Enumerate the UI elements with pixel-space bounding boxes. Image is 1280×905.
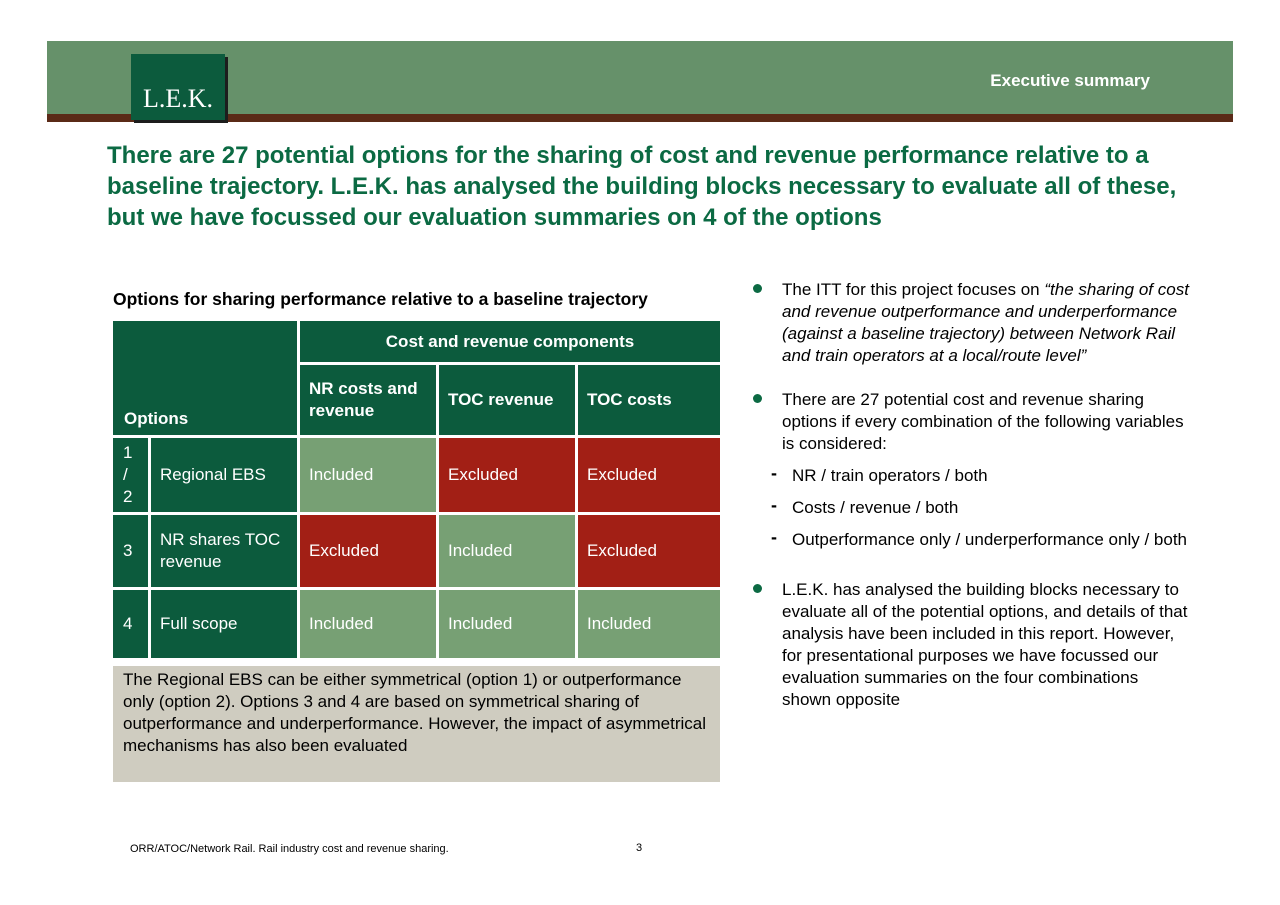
sub-item-text: Outperformance only / underperformance only / both bbox=[792, 530, 1187, 549]
bullet-27-options bbox=[750, 389, 1190, 551]
column-header-nr bbox=[300, 365, 436, 435]
sub-item bbox=[750, 497, 1190, 519]
cell-excluded bbox=[439, 438, 575, 512]
row-name bbox=[151, 438, 297, 512]
cell-value: Excluded bbox=[448, 465, 518, 484]
row-number bbox=[113, 438, 148, 512]
cell-included bbox=[578, 590, 720, 658]
section-label: Executive summary bbox=[990, 71, 1150, 90]
cell-included bbox=[439, 515, 575, 587]
sub-item-text: Costs / revenue / both bbox=[792, 498, 959, 517]
group-header bbox=[300, 321, 720, 362]
cell-value: Included bbox=[309, 465, 374, 484]
cell-included bbox=[439, 590, 575, 658]
row-name-label: NR shares TOC revenue bbox=[160, 530, 281, 571]
row-number bbox=[113, 515, 148, 587]
sub-item-text: NR / train operators / both bbox=[792, 466, 988, 485]
column-header-label: NR costs and revenue bbox=[309, 379, 418, 420]
cell-included bbox=[300, 438, 436, 512]
row-number-label: 4 bbox=[123, 614, 133, 633]
cell-excluded bbox=[578, 515, 720, 587]
row-name-label: Full scope bbox=[160, 614, 238, 633]
column-header-label: TOC costs bbox=[587, 390, 672, 409]
group-header-label: Cost and revenue components bbox=[385, 331, 635, 351]
itt-quote: “the sharing of cost and revenue outperformance and underperformance (against a baseline trajectory) between Network Rail and train operators at a local/route level” bbox=[782, 280, 1189, 365]
dash-bullet: - bbox=[771, 527, 777, 547]
lek-logo: L.E.K. bbox=[131, 54, 225, 120]
row-name-label: Regional EBS bbox=[160, 465, 266, 484]
bullet-building-blocks bbox=[750, 579, 1190, 711]
cell-value: Included bbox=[448, 541, 513, 560]
row-number-label: 3 bbox=[123, 541, 133, 560]
bullet-text: The ITT for this project focuses on bbox=[782, 280, 1045, 299]
cell-value: Included bbox=[309, 614, 374, 633]
column-header-label: TOC revenue bbox=[448, 390, 554, 409]
cell-value: Included bbox=[448, 614, 513, 633]
column-header-toc-costs bbox=[578, 365, 720, 435]
cell-excluded bbox=[300, 515, 436, 587]
row-name bbox=[151, 515, 297, 587]
cell-value: Excluded bbox=[587, 541, 657, 560]
column-header-toc-revenue bbox=[439, 365, 575, 435]
cell-value: Excluded bbox=[309, 541, 379, 560]
options-header bbox=[113, 321, 297, 435]
sub-item bbox=[750, 529, 1190, 551]
cell-value: Excluded bbox=[587, 465, 657, 484]
table-caption: Options for sharing performance relative to a baseline trajectory bbox=[113, 289, 648, 309]
options-header-label: Options bbox=[124, 409, 189, 428]
row-number bbox=[113, 590, 148, 658]
dash-bullet: - bbox=[771, 495, 777, 515]
row-name bbox=[151, 590, 297, 658]
dash-bullet: - bbox=[771, 463, 777, 483]
cell-value: Included bbox=[587, 614, 652, 633]
sub-item bbox=[750, 465, 1190, 487]
bullet-list bbox=[750, 279, 1190, 711]
cell-included bbox=[300, 590, 436, 658]
row-number-label: 1 / 2 bbox=[123, 443, 133, 506]
cell-excluded bbox=[578, 438, 720, 512]
page-headline: There are 27 potential options for the sharing of cost and revenue performance relative to a baseline trajectory. L.E.K. has analysed the building blocks necessary to evaluate all of these, but we have focussed our evaluation summaries on 4 of the options bbox=[107, 142, 1177, 231]
footer-source: ORR/ATOC/Network Rail. Rail industry cost and revenue sharing. bbox=[130, 843, 449, 855]
bullet-itt-focus bbox=[750, 279, 1190, 367]
bullet-text: L.E.K. has analysed the building blocks necessary to evaluate all of the potential options, and details of that analysis have been included in this report. However, for presentational purposes we have focussed our evaluation summaries on the four combinations shown opposite bbox=[782, 580, 1188, 709]
bullet-text: There are 27 potential cost and revenue sharing options if every combination of the following variables is considered: bbox=[782, 390, 1184, 453]
table-note: The Regional EBS can be either symmetrical (option 1) or outperformance only (option 2). Options 3 and 4 are based on symmetrical sharing of outperformance and underperformance. However, the impact of asymmetrical mechanisms has also been evaluated bbox=[113, 666, 720, 782]
page-number: 3 bbox=[636, 842, 643, 854]
